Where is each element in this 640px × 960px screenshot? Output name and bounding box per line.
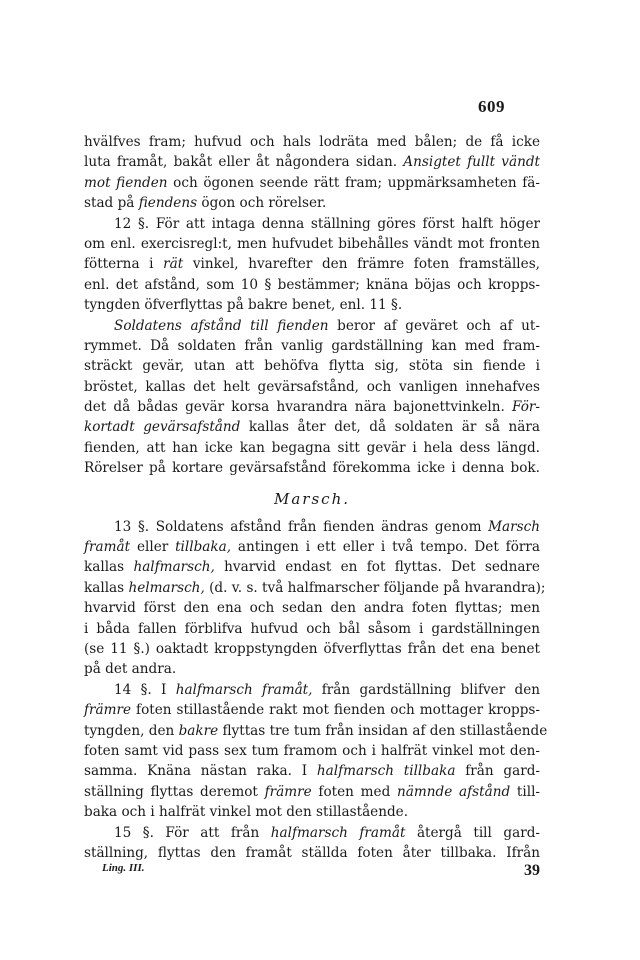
text-segment: det då bådas gevär korsa hvarandra nära bajonettvinkeln. <box>84 399 513 416</box>
section-heading: Marsch. <box>274 489 350 508</box>
text-line <box>84 438 540 458</box>
text-segment: luta framåt, bakåt eller åt någondera sidan. <box>84 154 404 171</box>
text-line <box>84 132 540 152</box>
text-segment: foten med <box>311 783 398 800</box>
italic-segment: mot fienden <box>84 174 168 191</box>
text-segment: rymmet. Då soldaten från vanlig gardställning kan med fram- <box>84 337 540 354</box>
text-segment: stad på <box>84 195 139 212</box>
italic-segment: framåt <box>84 539 131 556</box>
text-segment: flyttas tre tum från insidan af den stillastående <box>218 722 548 739</box>
text-segment: bröstet, kallas det helt gevärsafstånd, och vanligen innehafves <box>84 378 540 395</box>
text-line <box>84 598 540 618</box>
text-segment: (se 11 §.) oaktadt kroppstyngden öfverflyttas från det ena benet <box>84 640 540 657</box>
text-line <box>84 336 540 356</box>
text-segment: (d. v. s. två halfmarscher följande på hvarandra); <box>204 579 546 596</box>
text-segment: baka och i halfrät vinkel mot den stillastående. <box>84 804 409 821</box>
text-segment: ögon och rörelser. <box>197 195 327 212</box>
text-line <box>84 397 540 417</box>
text-line <box>84 356 540 376</box>
text-segment: foten stillastående rakt mot fienden och mottager kropps- <box>131 702 540 719</box>
text-line <box>84 619 540 639</box>
text-segment: samma. Knäna nästan raka. I <box>84 763 317 780</box>
text-segment: hvarvid först den ena och sedan den andra foten flyttas; men <box>84 600 540 617</box>
italic-segment: rät <box>163 256 184 273</box>
text-segment: fötterna i <box>84 256 164 273</box>
italic-segment: halfmarsch tillbaka <box>316 763 456 780</box>
text-line <box>84 517 540 537</box>
text-segment: sträckt gevär, utan att behöfva flytta sig, stöta sin fiende i <box>84 358 540 375</box>
italic-segment: tillbaka, <box>175 539 232 556</box>
text-segment: 12 §. För att intaga denna ställning göres först halft höger <box>114 215 540 232</box>
text-line <box>84 234 540 254</box>
italic-segment: Ansigtet fullt vändt <box>403 154 540 171</box>
text-segment: kallas <box>84 559 134 576</box>
text-segment: tyngden, den <box>84 722 179 739</box>
text-segment: foten samt vid pass sex tum framom och i halfrät vinkel mot den- <box>84 742 540 759</box>
text-segment: vinkel, hvarefter den främre foten framställes, <box>183 256 540 273</box>
text-line <box>84 843 540 863</box>
text-segment: kallas åter det, då soldaten är så nära <box>240 419 540 436</box>
italic-segment: Marsch <box>488 518 540 535</box>
text-segment: återgå till gard- <box>405 824 540 841</box>
text-line <box>84 537 540 557</box>
text-segment: 13 §. Soldatens afstånd från fienden ändras genom <box>114 518 489 535</box>
text-segment: hvälfves fram; hufvud och hals lodräta med bålen; de få icke <box>84 134 540 150</box>
body-text <box>84 132 548 863</box>
text-segment: 15 §. För att från <box>114 824 271 841</box>
italic-segment: Soldatens afstånd till fienden <box>114 317 329 334</box>
text-line <box>84 316 540 336</box>
text-segment: beror af geväret och af ut- <box>328 317 540 334</box>
text-segment: Rörelser på kortare gevärsafstånd förekomma icke i denna bok. <box>84 460 540 477</box>
text-line <box>84 173 540 193</box>
text-segment: om enl. exercisregl:t, men hufvudet bibehålles vändt mot fronten <box>84 235 540 252</box>
text-line <box>84 802 540 822</box>
text-line <box>84 458 540 478</box>
page-number: 609 <box>478 97 505 116</box>
text-segment: eller <box>130 539 176 556</box>
italic-segment: halfmarsch, <box>133 559 215 576</box>
text-line <box>84 639 540 659</box>
italic-segment: fiendens <box>138 195 198 212</box>
text-segment: ställning, flyttas den framåt ställda foten åter tillbaka. Ifrån <box>84 844 540 861</box>
italic-segment: halfmarsch framåt <box>270 824 406 841</box>
italic-segment: kortadt gevärsafstånd <box>84 419 241 436</box>
paragraphs-before-heading <box>84 132 540 479</box>
text-line <box>84 578 546 598</box>
text-segment: från gardställning blifver den <box>312 681 541 698</box>
italic-segment: bakre <box>178 722 219 739</box>
text-segment: antingen i ett eller i två tempo. Det förra <box>231 539 540 556</box>
italic-segment: främre <box>264 783 312 800</box>
signature-mark: Ling. III. <box>102 862 145 874</box>
text-segment: enl. det afstånd, som 10 § bestämmer; knäna böjas och kropps- <box>84 276 540 293</box>
text-line <box>84 557 540 577</box>
text-line <box>84 721 548 741</box>
text-segment: kallas <box>84 579 129 596</box>
text-segment: från gard- <box>455 763 541 780</box>
text-segment: ställning flyttas deremot <box>84 783 265 800</box>
text-line <box>84 700 540 720</box>
text-line <box>84 214 540 234</box>
text-line <box>84 823 540 843</box>
text-line <box>84 659 540 679</box>
text-line <box>84 761 540 781</box>
text-segment: till- <box>510 783 541 800</box>
italic-segment: halfmarsch framåt, <box>175 681 313 698</box>
text-line <box>84 295 540 315</box>
italic-segment: främre <box>84 702 132 719</box>
italic-segment: nämnde afstånd <box>397 783 511 800</box>
text-line <box>84 741 540 761</box>
text-line <box>84 254 540 274</box>
text-line <box>84 275 540 295</box>
text-segment: och ögonen seende rätt fram; uppmärksamheten fä- <box>167 174 540 191</box>
italic-segment: För- <box>512 399 540 416</box>
text-segment: i båda fallen förblifva hufvud och bål såsom i gardställningen <box>84 620 540 637</box>
text-line <box>84 680 540 700</box>
text-line <box>84 782 540 802</box>
text-line <box>84 377 540 397</box>
text-line <box>84 417 540 437</box>
text-segment: hvarvid endast en fot flyttas. Det sednare <box>214 559 540 576</box>
text-line <box>84 193 540 213</box>
italic-segment: helmarsch, <box>128 579 205 596</box>
text-segment: fienden, att han icke kan begagna sitt gevär i hela dess längd. <box>84 439 540 456</box>
text-line <box>84 152 540 172</box>
text-segment: 14 §. I <box>114 681 176 698</box>
paragraphs-after-heading <box>84 517 548 864</box>
sheet-number: 39 <box>524 862 540 879</box>
text-segment: på det andra. <box>84 661 177 678</box>
text-segment: tyngden öfverflyttas på bakre benet, enl. 11 §. <box>84 297 403 314</box>
